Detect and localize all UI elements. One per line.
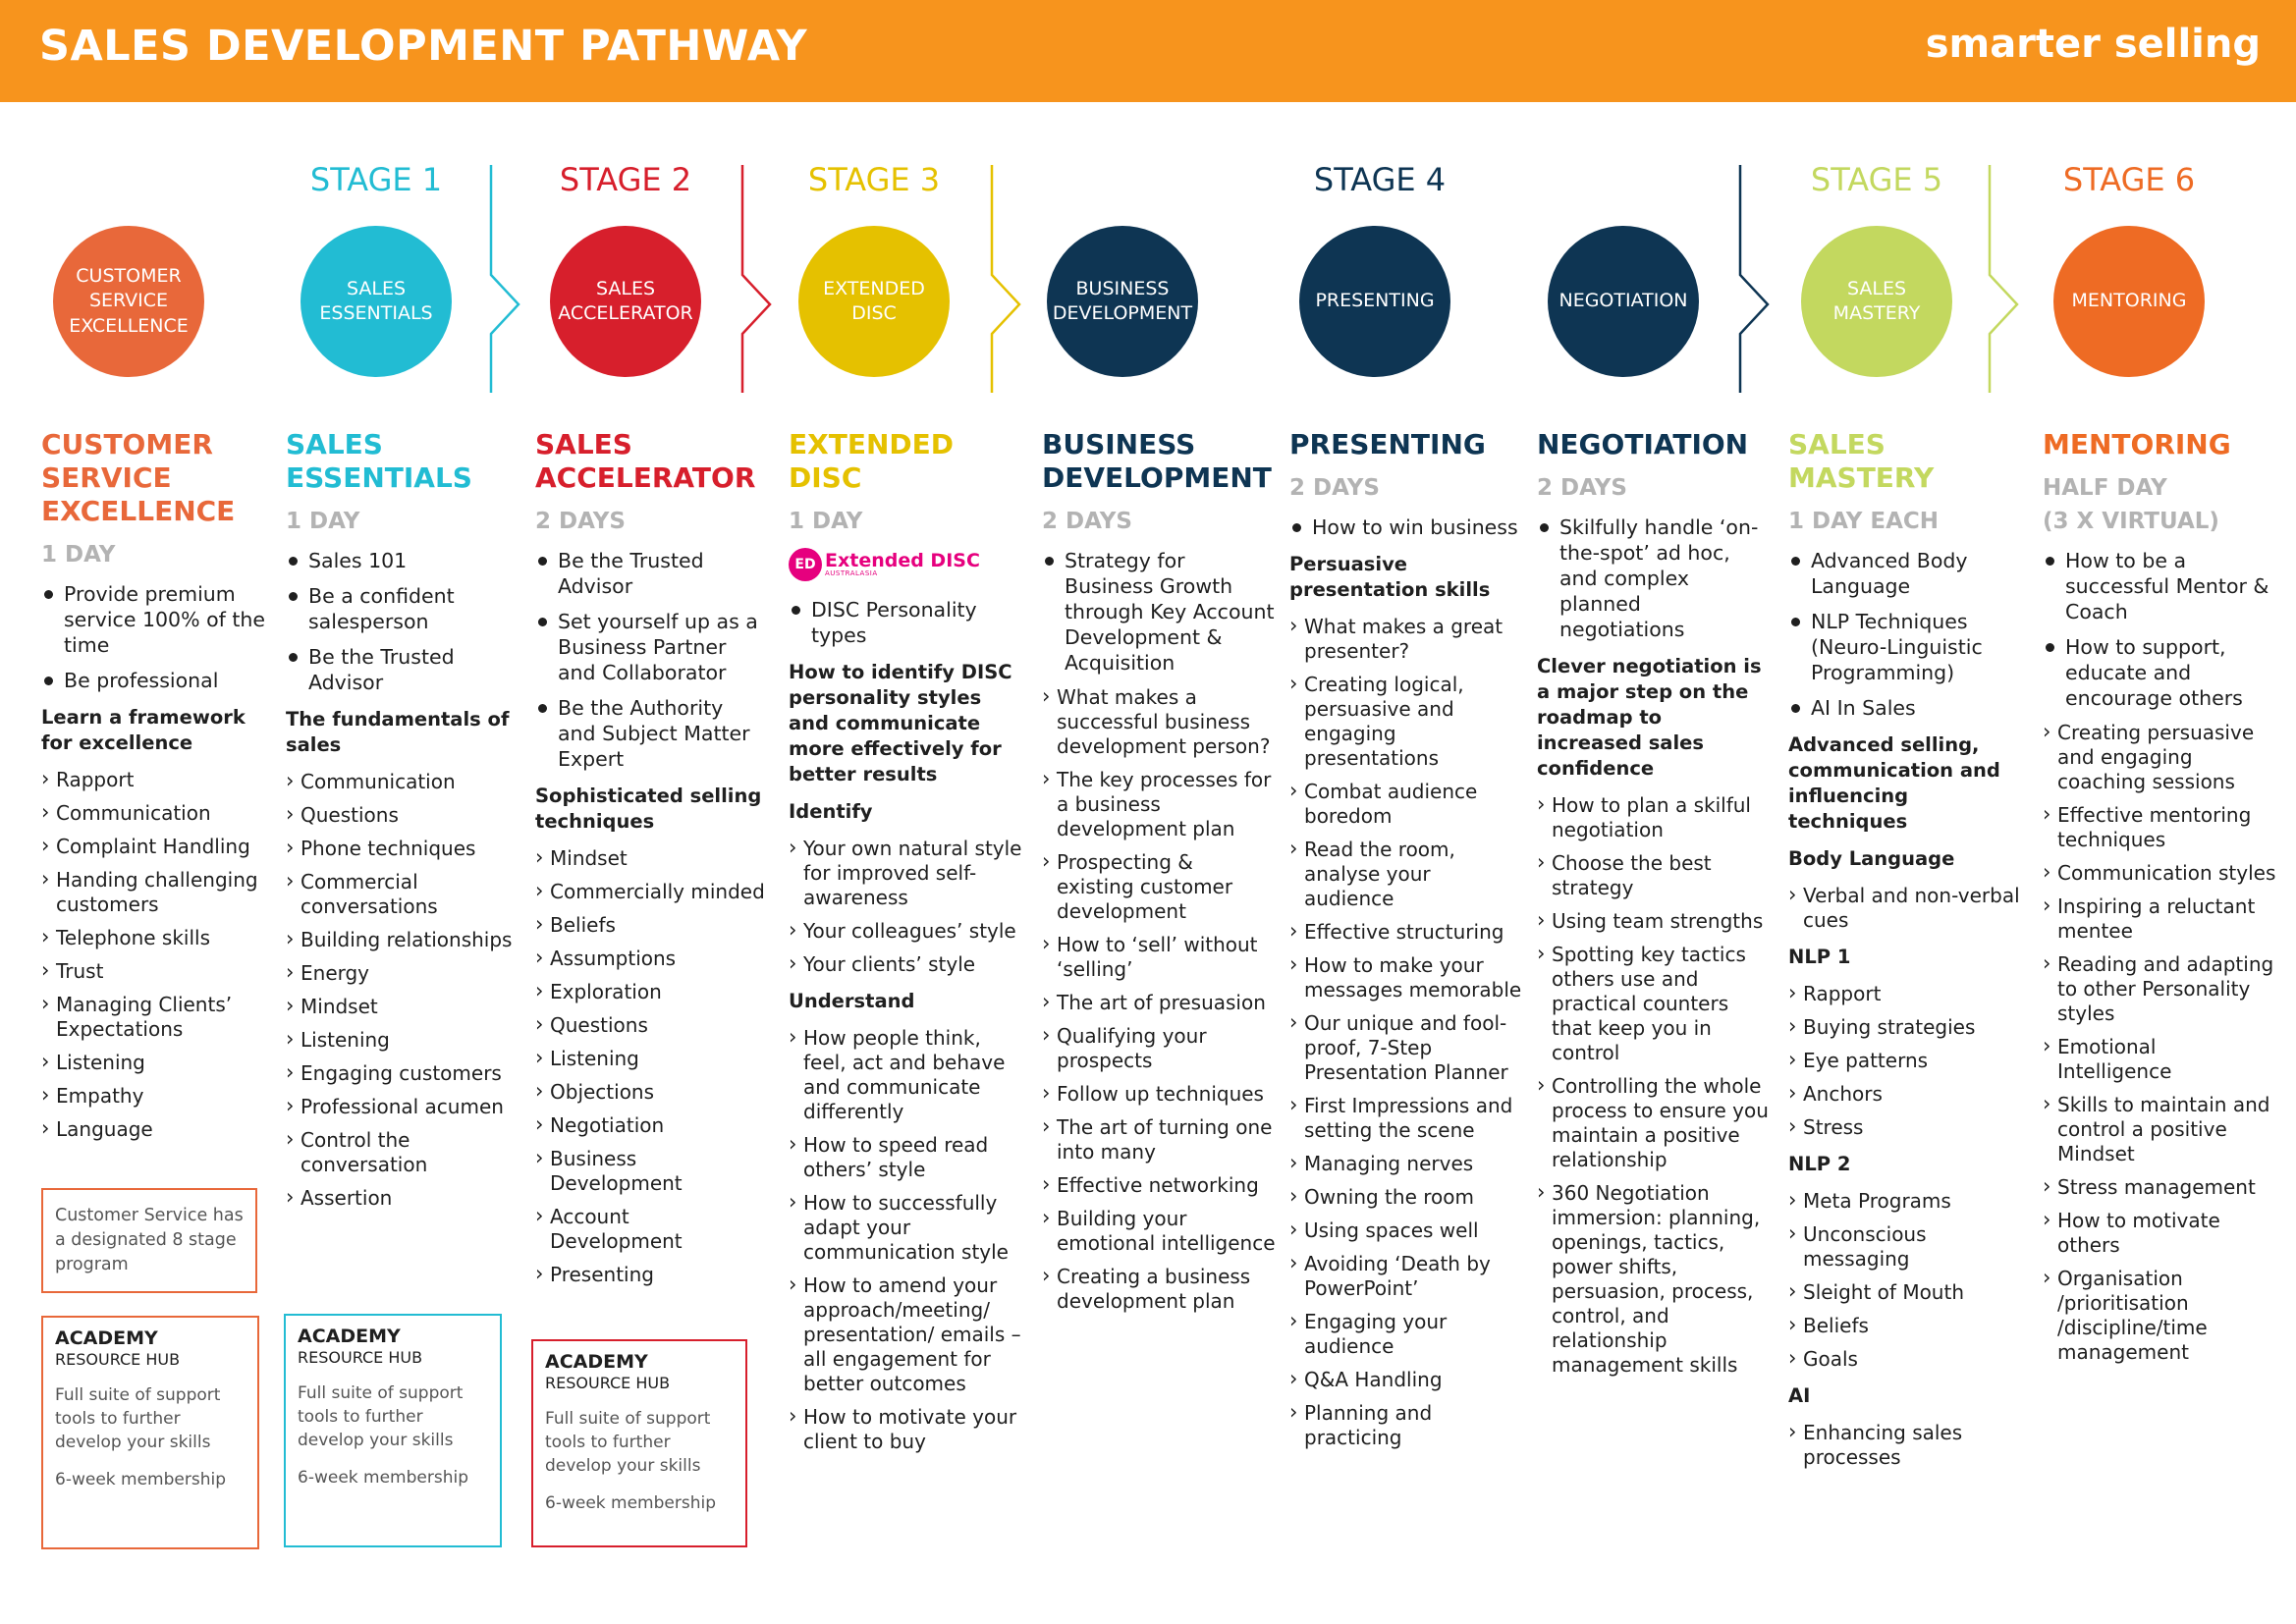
course-duration-line: HALF DAY (2043, 475, 2167, 501)
topic-item: › Energy (286, 961, 523, 986)
topic-item: › Trust (41, 959, 277, 984)
topic-item: › How to amend your approach/meeting/ presentation/ emails – all engagement for better outcomes (789, 1273, 1022, 1396)
topic-item: › Communication styles (2043, 861, 2276, 886)
stage-divider-chevron (491, 165, 519, 393)
topic-item: › Mindset (286, 995, 523, 1019)
course-circle (2053, 226, 2205, 377)
circle-label-line: MENTORING (2071, 290, 2187, 312)
topic-item: › Engaging customers (286, 1061, 523, 1086)
topic-item: › Using spaces well (1289, 1218, 1523, 1243)
extended-disc-logo-region: AUSTRALASIA (825, 569, 878, 577)
topics-list (2043, 721, 2276, 1365)
section-subheading: Advanced selling, communication and influencing techniques (1788, 733, 2000, 833)
topic-item: › Qualifying your prospects (1042, 1024, 1276, 1073)
topic-item: › Listening (41, 1051, 277, 1075)
academy-description: Full suite of support tools to further develop your skills (298, 1383, 464, 1450)
key-outcome: Set yourself up as a Business Partner and Collaborator (535, 609, 766, 685)
section-subheading: The fundamentals of sales (286, 708, 510, 756)
topic-item: › Creating logical, persuasive and engaging presentations (1289, 673, 1523, 771)
course-duration (1537, 471, 1771, 505)
course-duration (286, 505, 523, 538)
key-outcomes-list (789, 597, 1022, 648)
course-duration (535, 505, 766, 538)
key-outcome: How to be a successful Mentor & Coach (2043, 548, 2276, 624)
academy-subtitle: RESOURCE HUB (298, 1348, 423, 1367)
topic-item: › Skills to maintain and control a positive Mindset (2043, 1093, 2276, 1166)
course-column (1289, 428, 1523, 1459)
topic-item: › Rapport (41, 768, 277, 792)
course-circle (1299, 226, 1450, 377)
course-column (789, 428, 1022, 1463)
course-duration-line: 2 DAYS (1289, 475, 1380, 501)
stage-label: STAGE 5 (1810, 161, 1943, 198)
academy-description: Full suite of support tools to further develop your skills (55, 1385, 221, 1452)
topic-item: › How people think, feel, act and behave and communicate differently (789, 1026, 1022, 1124)
course-title-line: ESSENTIALS (286, 461, 472, 494)
circle-label (2072, 289, 2187, 313)
circle-label-line: DISC (851, 302, 897, 324)
topic-item: › Commercially minded (535, 880, 766, 904)
course-title (789, 428, 1022, 495)
key-outcome: Provide premium service 100% of the time (41, 581, 277, 658)
topics-list (1788, 1189, 2022, 1372)
academy-resource-hub-box (284, 1314, 502, 1547)
circle-label-line: PRESENTING (1315, 290, 1435, 312)
course-duration (2043, 471, 2276, 538)
circle-label (1315, 289, 1434, 313)
topic-item: › Questions (286, 803, 523, 828)
topic-item: › Questions (535, 1013, 766, 1038)
course-title-line: BUSINESS (1042, 428, 1196, 460)
topic-item: › Assertion (286, 1186, 523, 1211)
topic-item: › What makes a successful business development person? (1042, 685, 1276, 759)
course-column (286, 428, 523, 1219)
key-outcomes-list (1289, 514, 1523, 540)
key-outcome: Strategy for Business Growth through Key Account Development & Acquisition (1042, 548, 1276, 676)
topic-item: › Exploration (535, 980, 766, 1004)
key-outcomes-list (1042, 548, 1276, 676)
topic-item: › Beliefs (1788, 1314, 2022, 1338)
topics-list (1289, 615, 1523, 1450)
topics-list (41, 768, 277, 1142)
circle-label-line: SALES (1846, 277, 1907, 299)
topic-item: › Managing nerves (1289, 1152, 1523, 1176)
course-title (286, 428, 523, 495)
topics-list (789, 1026, 1022, 1454)
topic-item: › Spotting key tactics others use and practical counters that keep you in control (1537, 943, 1771, 1065)
topic-item: › Your colleagues’ style (789, 919, 1022, 944)
circle-label (69, 264, 189, 338)
key-outcome: Be a confident salesperson (286, 583, 523, 634)
topic-item: › Choose the best strategy (1537, 851, 1771, 900)
stage-label: STAGE 1 (309, 161, 443, 198)
topics-list (1042, 685, 1276, 1314)
course-duration (789, 505, 1022, 538)
topics-list (1788, 1421, 2022, 1470)
key-outcomes-list (2043, 548, 2276, 711)
circle-label (319, 277, 432, 326)
topic-item: › How to motivate your client to buy (789, 1405, 1022, 1454)
topic-item: › Creating a business development plan (1042, 1265, 1276, 1314)
course-circle (1801, 226, 1952, 377)
topic-item: › Listening (286, 1028, 523, 1053)
topic-item: › Read the room, analyse your audience (1289, 838, 1523, 911)
topic-item: › Combat audience boredom (1289, 780, 1523, 829)
key-outcome: Be the Trusted Advisor (535, 548, 766, 599)
topic-item: › Eye patterns (1788, 1049, 2022, 1073)
section-subheading: NLP 1 (1788, 946, 1851, 968)
course-duration-line: 1 DAY (789, 509, 863, 534)
key-outcomes-list (41, 581, 277, 693)
key-outcome: NLP Techniques (Neuro-Linguistic Programming) (1788, 609, 2022, 685)
key-outcome: Advanced Body Language (1788, 548, 2022, 599)
topics-list (286, 770, 523, 1211)
topic-item: › Language (41, 1117, 277, 1142)
circle-label (1558, 289, 1687, 313)
stage-label: STAGE 6 (2062, 161, 2196, 198)
topics-list (1537, 793, 1771, 1378)
topic-item: › Owning the room (1289, 1185, 1523, 1210)
course-title-line: SALES (1788, 428, 1886, 460)
course-title-line: DEVELOPMENT (1042, 461, 1272, 494)
topic-item: › Effective mentoring techniques (2043, 803, 2276, 852)
topic-item: › Meta Programs (1788, 1189, 2022, 1214)
topic-item: › Presenting (535, 1263, 766, 1287)
section-subheading: Understand (789, 990, 915, 1012)
circle-label (1053, 277, 1192, 326)
topic-item: › How to ‘sell’ without ‘selling’ (1042, 933, 1276, 982)
circle-label-line: DEVELOPMENT (1052, 302, 1193, 324)
course-title (41, 428, 277, 528)
academy-resource-hub-box (41, 1316, 259, 1549)
course-title (1042, 428, 1276, 495)
topics-list (789, 837, 1022, 977)
circle-label-line: NEGOTIATION (1558, 290, 1688, 312)
circle-label-line: EXCELLENCE (69, 314, 189, 337)
topic-item: › How to successfully adapt your communication style (789, 1191, 1022, 1265)
topic-item: › Rapport (1788, 982, 2022, 1006)
course-circle (301, 226, 452, 377)
academy-title: ACADEMY (298, 1326, 401, 1347)
course-circle (53, 226, 204, 377)
topic-item: › Telephone skills (41, 926, 277, 950)
section-subheading: Learn a framework for excellence (41, 706, 246, 754)
section-subheading: AI (1788, 1384, 1811, 1407)
course-duration (1788, 505, 2022, 538)
topic-item: › The art of presuasion (1042, 991, 1276, 1015)
course-title (1289, 428, 1523, 461)
key-outcome: How to support, educate and encourage others (2043, 634, 2276, 711)
course-title-line: PRESENTING (1289, 428, 1486, 460)
topic-item: › Complaint Handling (41, 835, 277, 859)
topic-item: › How to plan a skilful negotiation (1537, 793, 1771, 842)
topic-item: › Emotional Intelligence (2043, 1035, 2276, 1084)
course-column (1788, 428, 2022, 1479)
topic-item: › Enhancing sales processes (1788, 1421, 2022, 1470)
topic-item: › Phone techniques (286, 837, 523, 861)
topic-item: › Q&A Handling (1289, 1368, 1523, 1392)
topic-item: › Your clients’ style (789, 952, 1022, 977)
circle-label-line: ACCELERATOR (558, 302, 693, 324)
topic-item: › Account Development (535, 1205, 766, 1254)
key-outcome: Be professional (41, 668, 277, 693)
course-column (535, 428, 766, 1296)
topic-item: › Building relationships (286, 928, 523, 952)
key-outcome: AI In Sales (1788, 695, 2022, 721)
course-title-line: DISC (789, 461, 862, 494)
course-title-line: SERVICE (41, 461, 172, 494)
circle-label-line: BUSINESS (1075, 277, 1170, 299)
circle-label-line: CUSTOMER (76, 265, 182, 288)
academy-subtitle: RESOURCE HUB (55, 1350, 181, 1369)
key-outcomes-list (286, 548, 523, 695)
topic-item: › Negotiation (535, 1113, 766, 1138)
course-title (2043, 428, 2276, 461)
topic-item: › Empathy (41, 1084, 277, 1109)
topic-item: › Professional acumen (286, 1095, 523, 1119)
circle-label (823, 277, 925, 326)
extended-disc-logo-name: Extended DISC (825, 550, 980, 571)
topic-item: › Objections (535, 1080, 766, 1105)
topic-item: › Reading and adapting to other Personality styles (2043, 952, 2276, 1026)
topic-item: › How to speed read others’ style (789, 1133, 1022, 1182)
key-outcome: Be the Trusted Advisor (286, 644, 523, 695)
stage-label: STAGE 2 (559, 161, 692, 198)
course-title-line: ACCELERATOR (535, 461, 756, 494)
topic-item: › What makes a great presenter? (1289, 615, 1523, 664)
topic-item: › Control the conversation (286, 1128, 523, 1177)
academy-membership: 6-week membership (55, 1470, 226, 1489)
topic-item: › Controlling the whole process to ensure you maintain a positive relationship (1537, 1074, 1771, 1172)
key-outcome: Sales 101 (286, 548, 523, 573)
course-title (535, 428, 766, 495)
academy-title: ACADEMY (545, 1351, 648, 1373)
topic-item: › Business Development (535, 1147, 766, 1196)
course-column (1537, 428, 1771, 1386)
course-title-line: SALES (286, 428, 383, 460)
academy-membership: 6-week membership (298, 1468, 468, 1488)
circle-label-line: SERVICE (88, 290, 169, 312)
topic-item: › Our unique and fool-proof, 7-Step Presentation Planner (1289, 1011, 1523, 1085)
stage-row (0, 0, 2296, 412)
topic-item: › Your own natural style for improved self-awareness (789, 837, 1022, 910)
topic-item: › Handing challenging customers (41, 868, 277, 917)
academy-description: Full suite of support tools to further develop your skills (545, 1409, 711, 1476)
topic-item: › Effective structuring (1289, 920, 1523, 945)
stage-divider-chevron (992, 165, 1019, 393)
topic-item: › Communication (41, 801, 277, 826)
course-column (1042, 428, 1276, 1323)
topic-item: › Effective networking (1042, 1173, 1276, 1198)
stage-divider-chevron (1740, 165, 1768, 393)
topic-item: › 360 Negotiation immersion: planning, openings, tactics, power shifts, persuasion, process, control, and relationship management skills (1537, 1181, 1771, 1378)
stage-divider-chevron (1990, 165, 2017, 393)
page-title: SALES DEVELOPMENT PATHWAY (39, 22, 808, 71)
topic-item: › Commercial conversations (286, 870, 523, 919)
section-subheading: Sophisticated selling techniques (535, 785, 762, 833)
topics-list (535, 846, 766, 1287)
topic-item: › The key processes for a business development plan (1042, 768, 1276, 841)
course-duration-line: (3 X VIRTUAL) (2043, 509, 2219, 534)
topic-item: › Assumptions (535, 947, 766, 971)
course-duration-line: 2 DAYS (535, 509, 626, 534)
course-circle (798, 226, 950, 377)
circle-label-line: ESSENTIALS (319, 302, 433, 324)
topic-item: › The art of turning one into many (1042, 1115, 1276, 1164)
section-subheading: Body Language (1788, 847, 1955, 870)
course-title (1788, 428, 2022, 495)
customer-service-note-box: Customer Service has a designated 8 stage program (41, 1188, 257, 1293)
topic-item: › Communication (286, 770, 523, 794)
stage-label: STAGE 3 (807, 161, 941, 198)
topic-item: › Listening (535, 1047, 766, 1071)
extended-disc-logo (789, 548, 1022, 581)
course-title (1537, 428, 1771, 461)
key-outcomes-list (535, 548, 766, 772)
course-title-line: EXCELLENCE (41, 495, 236, 527)
section-subheading: NLP 2 (1788, 1153, 1851, 1175)
topic-item: › How to motivate others (2043, 1209, 2276, 1258)
course-duration (1289, 471, 1523, 505)
topic-item: › Sleight of Mouth (1788, 1280, 2022, 1305)
course-duration-line: 1 DAY EACH (1788, 509, 1940, 534)
course-title-line: SALES (535, 428, 632, 460)
course-title-line: MENTORING (2043, 428, 2231, 460)
topics-list (1788, 884, 2022, 933)
topic-item: › Goals (1788, 1347, 2022, 1372)
topic-item: › Building your emotional intelligence (1042, 1207, 1276, 1256)
topic-item: › Engaging your audience (1289, 1310, 1523, 1359)
brand-logo-text: smarter selling (1925, 22, 2261, 67)
key-outcome: DISC Personality types (789, 597, 1022, 648)
section-subheading: Clever negotiation is a major step on the roadmap to increased sales confidence (1537, 655, 1762, 780)
course-duration-line: 2 DAYS (1537, 475, 1627, 501)
topics-list (1788, 982, 2022, 1140)
circle-label-line: MASTERY (1832, 302, 1921, 324)
topic-item: › Stress (1788, 1115, 2022, 1140)
circle-label (1833, 277, 1921, 326)
course-duration-line: 1 DAY (286, 509, 360, 534)
extended-disc-logo-icon: ED (789, 548, 822, 581)
circle-label (558, 277, 693, 326)
topic-item: › Using team strengths (1537, 909, 1771, 934)
circle-label-line: SALES (595, 277, 656, 299)
topic-item: › Buying strategies (1788, 1015, 2022, 1040)
extended-disc-logo-text (825, 552, 980, 577)
topic-item: › Unconscious messaging (1788, 1222, 2022, 1272)
topic-item: › Creating persuasive and engaging coaching sessions (2043, 721, 2276, 794)
key-outcome: How to win business (1289, 514, 1523, 540)
topic-item: › Planning and practicing (1289, 1401, 1523, 1450)
circle-label-line: SALES (346, 277, 407, 299)
section-subheading: Identify (789, 800, 873, 823)
course-title-line: NEGOTIATION (1537, 428, 1749, 460)
course-column (41, 428, 277, 1151)
topic-item: › Avoiding ‘Death by PowerPoint’ (1289, 1252, 1523, 1301)
stage-divider-chevron (742, 165, 770, 393)
topic-item: › Prospecting & existing customer development (1042, 850, 1276, 924)
key-outcome: Be the Authority and Subject Matter Expert (535, 695, 766, 772)
topic-item: › Beliefs (535, 913, 766, 938)
topic-item: › Mindset (535, 846, 766, 871)
course-circle (1047, 226, 1198, 377)
key-outcomes-list (1788, 548, 2022, 721)
key-outcomes-list (1537, 514, 1771, 642)
course-column (2043, 428, 2276, 1374)
stage-label: STAGE 4 (1313, 161, 1447, 198)
course-duration (41, 538, 277, 571)
course-title-line: MASTERY (1788, 461, 1935, 494)
topic-item: › Follow up techniques (1042, 1082, 1276, 1107)
topic-item: › Verbal and non-verbal cues (1788, 884, 2022, 933)
topic-item: › Stress management (2043, 1175, 2276, 1200)
course-circle (550, 226, 701, 377)
course-title-line: CUSTOMER (41, 428, 213, 460)
circle-label-line: EXTENDED (823, 277, 925, 299)
topic-item: › Anchors (1788, 1082, 2022, 1107)
academy-membership: 6-week membership (545, 1493, 716, 1513)
topic-item: › Inspiring a reluctant mentee (2043, 894, 2276, 944)
topic-item: › How to make your messages memorable (1289, 953, 1523, 1002)
topic-item: › Managing Clients’ Expectations (41, 993, 277, 1042)
course-circle (1548, 226, 1699, 377)
academy-subtitle: RESOURCE HUB (545, 1374, 671, 1392)
academy-resource-hub-box (531, 1339, 747, 1547)
key-outcome: Skilfully handle ‘on-the-spot’ ad hoc, and complex planned negotiations (1537, 514, 1771, 642)
course-title-line: EXTENDED (789, 428, 954, 460)
section-subheading: How to identify DISC personality styles and communicate more effectively for better results (789, 661, 1012, 785)
course-duration-line: 2 DAYS (1042, 509, 1132, 534)
topic-item: › Organisation /prioritisation /discipline/time management (2043, 1267, 2276, 1365)
section-subheading: Persuasive presentation skills (1289, 553, 1491, 601)
course-duration-line: 1 DAY (41, 542, 116, 568)
topic-item: › First Impressions and setting the scene (1289, 1094, 1523, 1143)
academy-title: ACADEMY (55, 1327, 158, 1349)
course-duration (1042, 505, 1276, 538)
